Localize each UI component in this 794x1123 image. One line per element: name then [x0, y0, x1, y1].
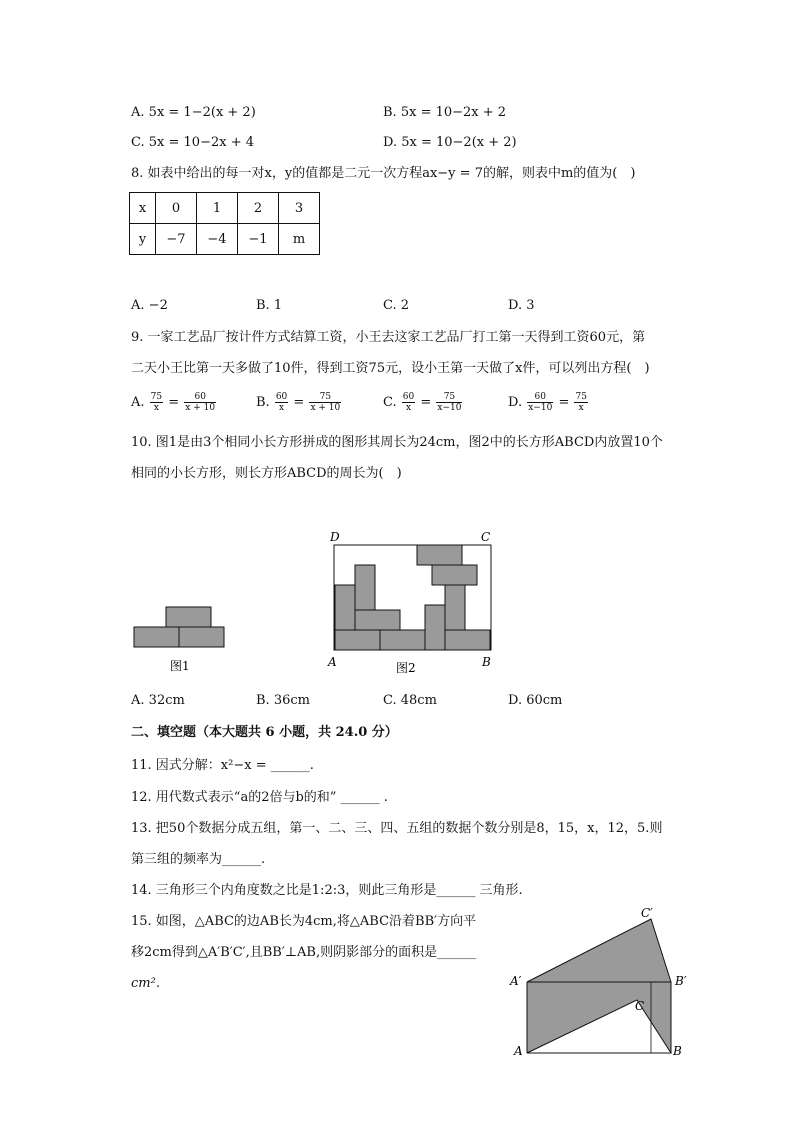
label-a: A	[514, 1044, 523, 1058]
q13-line1: 13. 把50个数据分成五组，第一、二、三、四、五组的数据个数分别是8，15，x，12，5.则	[131, 821, 663, 836]
fraction	[275, 392, 288, 413]
section-title: 二、填空题（本大题共 6 小题，共 24.0 分）	[131, 725, 398, 740]
option-label: D.	[508, 395, 523, 410]
small-rectangle	[445, 585, 465, 630]
q10-option-c[interactable]	[383, 692, 437, 710]
option-text: 48cm	[400, 693, 437, 708]
option-label: D.	[383, 135, 398, 150]
fraction	[574, 392, 587, 413]
q9-option-b[interactable]: B. $\frac{60}{x}$ = $\frac{75}{x + 10}$	[256, 392, 341, 413]
small-rectangle	[417, 545, 462, 565]
option-text: 5x = 10−2x + 4	[148, 135, 254, 150]
q15-line1: 15. 如图，△ABC的边AB长为4cm,将△ABC沿着BB′方向平	[131, 914, 477, 929]
option-text: 5x = 10−2(x + 2)	[401, 135, 517, 150]
q10-option-d[interactable]	[508, 692, 562, 710]
table-cell: −7	[156, 224, 197, 255]
denominator: x	[279, 403, 285, 413]
table-cell: −4	[197, 224, 238, 255]
table-cell: 3	[279, 193, 320, 224]
numerator: 75	[309, 392, 341, 403]
option-text: 5x = 10−2x + 2	[400, 105, 507, 120]
small-rectangle	[445, 630, 490, 650]
option-label: D.	[508, 693, 523, 708]
q7-option-b[interactable]	[383, 104, 506, 122]
option-label: B.	[256, 298, 270, 313]
small-rectangle	[179, 627, 224, 647]
option-label: C.	[131, 135, 145, 150]
fraction	[436, 392, 462, 413]
small-rectangle	[355, 610, 400, 630]
option-label: D.	[508, 298, 523, 313]
fraction	[527, 392, 553, 413]
denominator: x + 10	[310, 403, 341, 413]
label-c1: C′	[641, 906, 653, 920]
q15-figure	[505, 905, 705, 1065]
label-a1: A′	[510, 974, 522, 988]
q11-text: 11. 因式分解：x²−x = ______.	[131, 758, 314, 773]
figure-1	[128, 600, 228, 680]
option-label: C.	[383, 693, 397, 708]
option-text: 2	[400, 298, 410, 313]
fraction	[184, 392, 216, 413]
table-cell: y	[130, 224, 156, 255]
q7-option-c[interactable]	[131, 134, 254, 152]
q9-option-d[interactable]: D. $\frac{60}{x-10}$ = $\frac{75}{x}$	[508, 392, 587, 413]
small-rectangle	[166, 607, 211, 627]
small-rectangle	[355, 565, 375, 610]
table-cell: 0	[156, 193, 197, 224]
q7-option-a[interactable]	[131, 104, 256, 122]
q15-line3: cm².	[131, 976, 160, 991]
q10-option-b[interactable]	[256, 692, 310, 710]
small-rectangle	[335, 585, 355, 630]
option-label: B.	[256, 395, 270, 410]
q8-table	[129, 192, 320, 255]
label-a: A	[328, 655, 337, 669]
fraction	[402, 392, 415, 413]
numerator: 75	[436, 392, 462, 403]
q8-option-b[interactable]	[256, 297, 282, 315]
numerator: 60	[184, 392, 216, 403]
option-text: 32cm	[148, 693, 185, 708]
denominator: x	[578, 403, 584, 413]
q8-option-a[interactable]	[131, 297, 168, 315]
q8-option-d[interactable]	[508, 297, 535, 315]
table-cell: 2	[238, 193, 279, 224]
option-label: B.	[383, 105, 397, 120]
label-b1: B′	[675, 974, 687, 988]
label-b: B	[673, 1044, 682, 1058]
q10-stem-line1: 10. 图1是由3个相同小长方形拼成的图形其周长为24cm，图2中的长方形ABCD内放置10个	[131, 435, 663, 450]
table-row	[130, 224, 320, 255]
numerator: 60	[402, 392, 415, 402]
figure-2	[326, 528, 502, 676]
q8-option-c[interactable]	[383, 297, 409, 315]
option-label: B.	[256, 693, 270, 708]
option-label: C.	[383, 298, 397, 313]
q10-option-a[interactable]	[131, 692, 185, 710]
option-text: 1	[273, 298, 283, 313]
label-d: D	[330, 530, 340, 544]
option-text: 5x = 1−2(x + 2)	[148, 105, 256, 120]
q9-stem-line1: 9. 一家工艺品厂按计件方式结算工资，小王去这家工艺品厂打工第一天得到工资60元，第	[131, 330, 646, 345]
option-text: 36cm	[273, 693, 310, 708]
denominator: x−10	[528, 403, 553, 413]
fraction	[309, 392, 341, 413]
denominator: x + 10	[185, 403, 216, 413]
q10-stem-line2: 相同的小长方形，则长方形ABCD的周长为( )	[131, 466, 402, 481]
label-b: B	[482, 655, 491, 669]
q9-option-a[interactable]: A. $\frac{75}{x}$ = $\frac{60}{x + 10}$	[131, 392, 216, 413]
q12-text: 12. 用代数式表示“a的2倍与b的和” ______ .	[131, 790, 388, 805]
numerator: 60	[275, 392, 288, 402]
q13-line2: 第三组的频率为______.	[131, 852, 266, 867]
fig1-caption: 图1	[170, 659, 190, 673]
small-rectangle	[335, 630, 380, 650]
table-cell: −1	[238, 224, 279, 255]
table-cell: m	[279, 224, 320, 255]
option-label: A.	[131, 395, 145, 410]
option-text: −2	[148, 298, 168, 313]
q8-stem: 8. 如表中给出的每一对x，y的值都是二元一次方程ax−y = 7的解，则表中m的值为( )	[131, 166, 636, 181]
option-label: A.	[131, 298, 145, 313]
numerator: 75	[150, 392, 163, 402]
fig2-caption: 图2	[396, 661, 416, 675]
label-c: C	[481, 530, 491, 544]
q9-stem-line2: 二天小王比第一天多做了10件，得到工资75元，设小王第一天做了x件，可以列出方程( )	[131, 361, 650, 376]
small-rectangle	[432, 565, 477, 585]
small-rectangle	[134, 627, 179, 647]
label-c: C	[635, 999, 645, 1013]
denominator: x	[405, 403, 412, 413]
q9-option-c[interactable]: C. $\frac{60}{x}$ = $\frac{75}{x-10}$	[383, 392, 462, 413]
table-cell: x	[130, 193, 156, 224]
small-rectangle	[425, 605, 445, 650]
q14-text: 14. 三角形三个内角度数之比是1:2:3，则此三角形是______ 三角形.	[131, 883, 523, 898]
numerator: 75	[575, 392, 587, 402]
option-text: 3	[526, 298, 535, 313]
denominator: x	[153, 403, 159, 413]
table-row	[130, 193, 320, 224]
option-label: A.	[131, 105, 145, 120]
option-label: C.	[383, 395, 397, 410]
fraction	[150, 392, 163, 413]
q7-option-d[interactable]	[383, 134, 517, 152]
table-cell: 1	[197, 193, 238, 224]
numerator: 60	[527, 392, 553, 403]
denominator: x−10	[437, 403, 462, 413]
option-text: 60cm	[526, 693, 563, 708]
q15-line2: 移2cm得到△A′B′C′,且BB′⊥AB,则阴影部分的面积是______	[131, 945, 477, 960]
option-label: A.	[131, 693, 145, 708]
small-rectangle	[380, 630, 425, 650]
